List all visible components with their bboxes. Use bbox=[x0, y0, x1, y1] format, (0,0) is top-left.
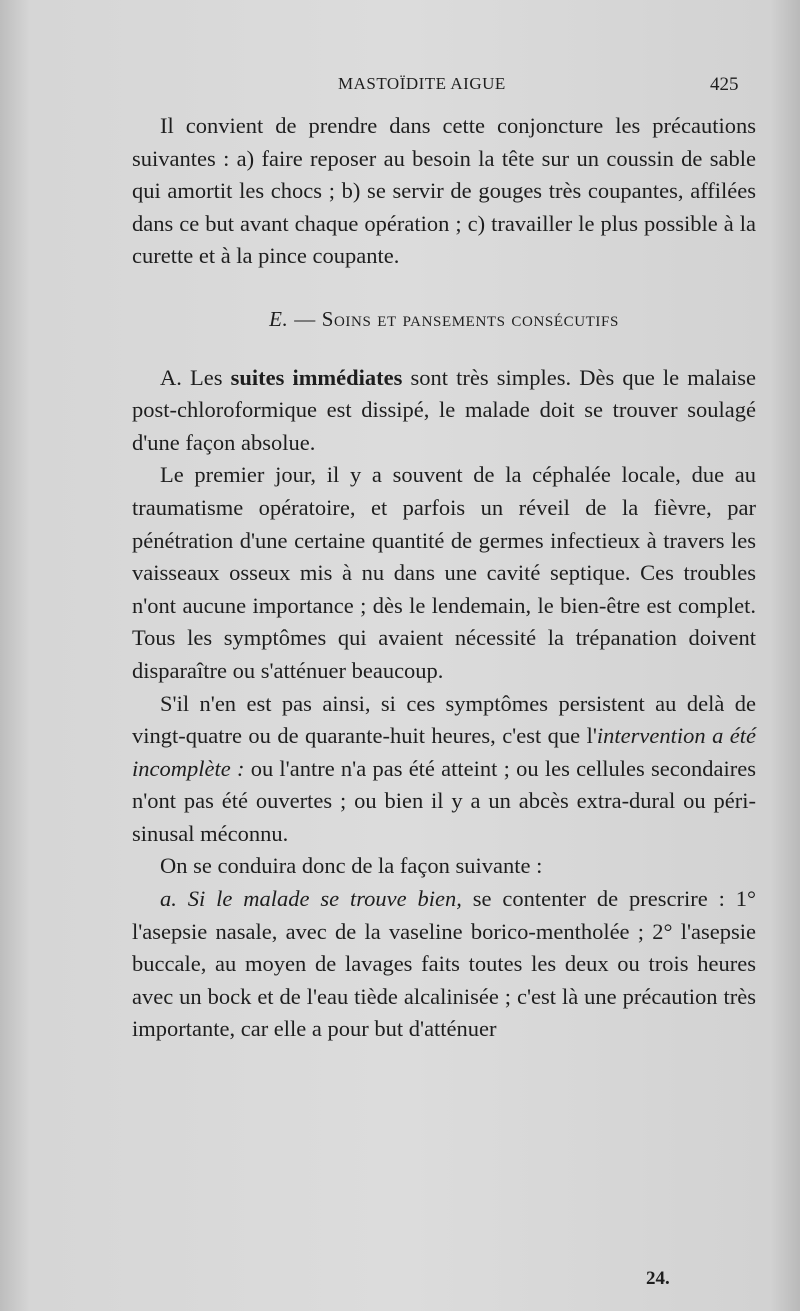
page-header bbox=[0, 64, 800, 104]
italic-phrase: intervention a été incomplète : bbox=[132, 723, 756, 781]
paragraph-premier-jour: Le premier jour, il y a souvent de la céphalée locale, due au traumatisme opératoire, et parfois un réveil de la fièvre, par pénétration d'une certaine quantité de germes infectieux à travers les vaisseaux osseux mis à nu dans une cavité septique. Ces troubles n'ont aucune importance ; dès le lendemain, le bien-être est complet. Tous les symptômes qui avaient nécessité la trépanation doivent disparaître ou s'atténuer beaucoup. bbox=[132, 462, 756, 683]
section-letter: E. bbox=[269, 306, 289, 331]
paragraph-conduite: On se conduira donc de la façon suivante : bbox=[160, 853, 543, 879]
section-heading bbox=[132, 303, 756, 336]
paragraph-rest: se contenter de prescrire : 1° l'asepsie nasale, avec de la vaseline borico-mentholée ; 2° l'asepsie buccale, au moyen de lavages faits toutes les deux ou trois heures avec un bock et de l'eau tiède alcalinisée ; c'est là une précaution très importante, car elle a pour but d'atténuer bbox=[132, 886, 756, 1042]
paragraph-after: ou l'antre n'a pas été atteint ; ou les cellules secondaires n'ont pas été ouvertes ; ou bien il y a un abcès extra-dural ou péri-sinusal méconnu. bbox=[132, 755, 756, 846]
page-number: 425 bbox=[710, 74, 739, 95]
paragraph-suites-immediates bbox=[132, 362, 756, 460]
running-title: MASTOÏDITE AIGUE bbox=[338, 74, 506, 93]
paragraph-rest: sont très simples. Dès que le malaise post-chloroformique est dissipé, le malade doit se trouver soulagé d'une façon absolue. bbox=[132, 364, 756, 455]
paragraph-malade-bien bbox=[132, 883, 756, 1046]
section-dash: — bbox=[294, 306, 316, 331]
paragraph-persistance bbox=[132, 688, 756, 851]
body-text bbox=[132, 110, 756, 1046]
paragraph-lead: A. Les bbox=[160, 364, 223, 390]
italic-phrase: malade se trouve bien, bbox=[243, 886, 462, 912]
bold-phrase: suites immédiates bbox=[230, 364, 403, 390]
paragraph-before: S'il n'en est pas ainsi, si ces symptômes persistent au delà de vingt-quatre ou de quarante-huit heures, c'est que l' bbox=[132, 690, 756, 749]
printer-signature: 24. bbox=[646, 1268, 670, 1289]
paragraph-precautions: Il convient de prendre dans cette conjoncture les précautions suivantes : a) faire reposer au besoin la tête sur un coussin de sable qui amortit les chocs ; b) se servir de gouges très coupantes, affilées dans ce but avant chaque opération ; c) travailler le plus possible à la curette et à la pince coupante. bbox=[132, 113, 756, 269]
section-title: Soins et pansements consécutifs bbox=[321, 306, 619, 331]
paragraph-lead: a. Si le bbox=[160, 886, 244, 912]
